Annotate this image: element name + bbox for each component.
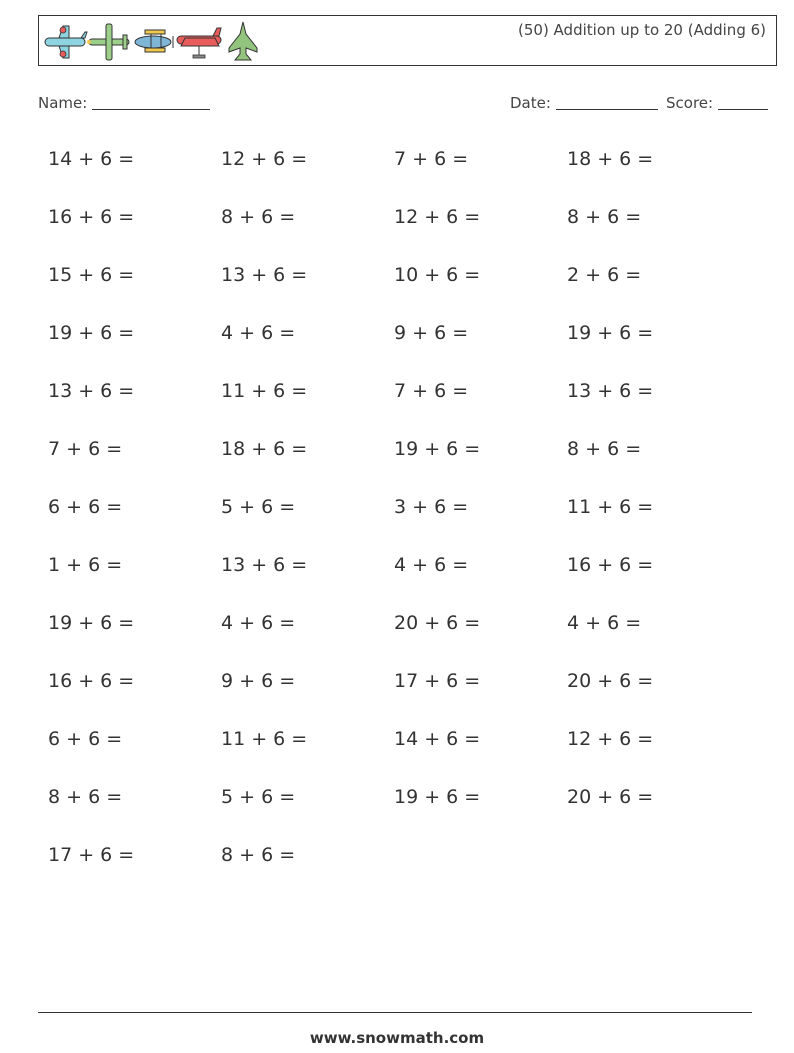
problem-item: 12 + 6 =	[567, 728, 654, 750]
problem-item: 9 + 6 =	[394, 322, 469, 344]
problem-item: 18 + 6 =	[567, 148, 654, 170]
name-field[interactable]	[38, 94, 210, 112]
problem-item: 7 + 6 =	[48, 438, 123, 460]
problem-item: 13 + 6 =	[567, 380, 654, 402]
problem-item: 8 + 6 =	[567, 438, 642, 460]
score-label: Score:	[666, 94, 714, 112]
footer-url[interactable]: www.snowmath.com	[309, 1029, 485, 1047]
footer-divider	[38, 1012, 752, 1013]
problem-item: 5 + 6 =	[221, 496, 296, 518]
problem-item: 11 + 6 =	[567, 496, 654, 518]
problem-item: 13 + 6 =	[221, 554, 308, 576]
problem-item: 16 + 6 =	[48, 670, 135, 692]
worksheet-header	[38, 15, 777, 66]
score-field[interactable]	[666, 94, 768, 112]
problem-item: 19 + 6 =	[48, 612, 135, 634]
problem-item: 1 + 6 =	[48, 554, 123, 576]
problem-item: 6 + 6 =	[48, 728, 123, 750]
problem-item: 4 + 6 =	[221, 612, 296, 634]
problem-item: 18 + 6 =	[221, 438, 308, 460]
problem-item: 8 + 6 =	[221, 206, 296, 228]
fighter-jet-icon	[229, 22, 257, 60]
problem-item: 14 + 6 =	[48, 148, 135, 170]
problem-item: 16 + 6 =	[567, 554, 654, 576]
problem-item: 19 + 6 =	[394, 438, 481, 460]
airplane-icon	[45, 26, 87, 58]
name-blank[interactable]	[92, 95, 210, 110]
airplane-icon	[87, 24, 129, 60]
problem-item: 13 + 6 =	[48, 380, 135, 402]
problem-item: 14 + 6 =	[394, 728, 481, 750]
problem-item: 17 + 6 =	[48, 844, 135, 866]
problem-item: 8 + 6 =	[567, 206, 642, 228]
problem-item: 5 + 6 =	[221, 786, 296, 808]
problem-item: 19 + 6 =	[394, 786, 481, 808]
date-field[interactable]	[510, 94, 658, 112]
worksheet-title: (50) Addition up to 20 (Adding 6)	[518, 21, 766, 39]
problem-item: 4 + 6 =	[221, 322, 296, 344]
problem-item: 7 + 6 =	[394, 148, 469, 170]
problem-item: 11 + 6 =	[221, 380, 308, 402]
plane-icons	[41, 20, 271, 64]
problem-item: 19 + 6 =	[48, 322, 135, 344]
problem-item: 8 + 6 =	[221, 844, 296, 866]
problem-item: 7 + 6 =	[394, 380, 469, 402]
date-label: Date:	[510, 94, 551, 112]
problem-item: 4 + 6 =	[394, 554, 469, 576]
problem-item: 3 + 6 =	[394, 496, 469, 518]
airplane-icon	[177, 28, 221, 58]
problem-item: 4 + 6 =	[567, 612, 642, 634]
problem-item: 13 + 6 =	[221, 264, 308, 286]
problem-item: 20 + 6 =	[567, 670, 654, 692]
problem-item: 10 + 6 =	[394, 264, 481, 286]
problem-item: 8 + 6 =	[48, 786, 123, 808]
date-blank[interactable]	[556, 95, 658, 110]
problem-item: 12 + 6 =	[221, 148, 308, 170]
problem-item: 15 + 6 =	[48, 264, 135, 286]
problem-item: 17 + 6 =	[394, 670, 481, 692]
problem-item: 16 + 6 =	[48, 206, 135, 228]
problem-item: 9 + 6 =	[221, 670, 296, 692]
biplane-icon	[135, 30, 173, 52]
problem-item: 2 + 6 =	[567, 264, 642, 286]
problem-item: 19 + 6 =	[567, 322, 654, 344]
problem-item: 11 + 6 =	[221, 728, 308, 750]
name-label: Name:	[38, 94, 88, 112]
score-blank[interactable]	[718, 95, 768, 110]
problem-item: 20 + 6 =	[567, 786, 654, 808]
problem-item: 20 + 6 =	[394, 612, 481, 634]
problem-item: 6 + 6 =	[48, 496, 123, 518]
problem-item: 12 + 6 =	[394, 206, 481, 228]
